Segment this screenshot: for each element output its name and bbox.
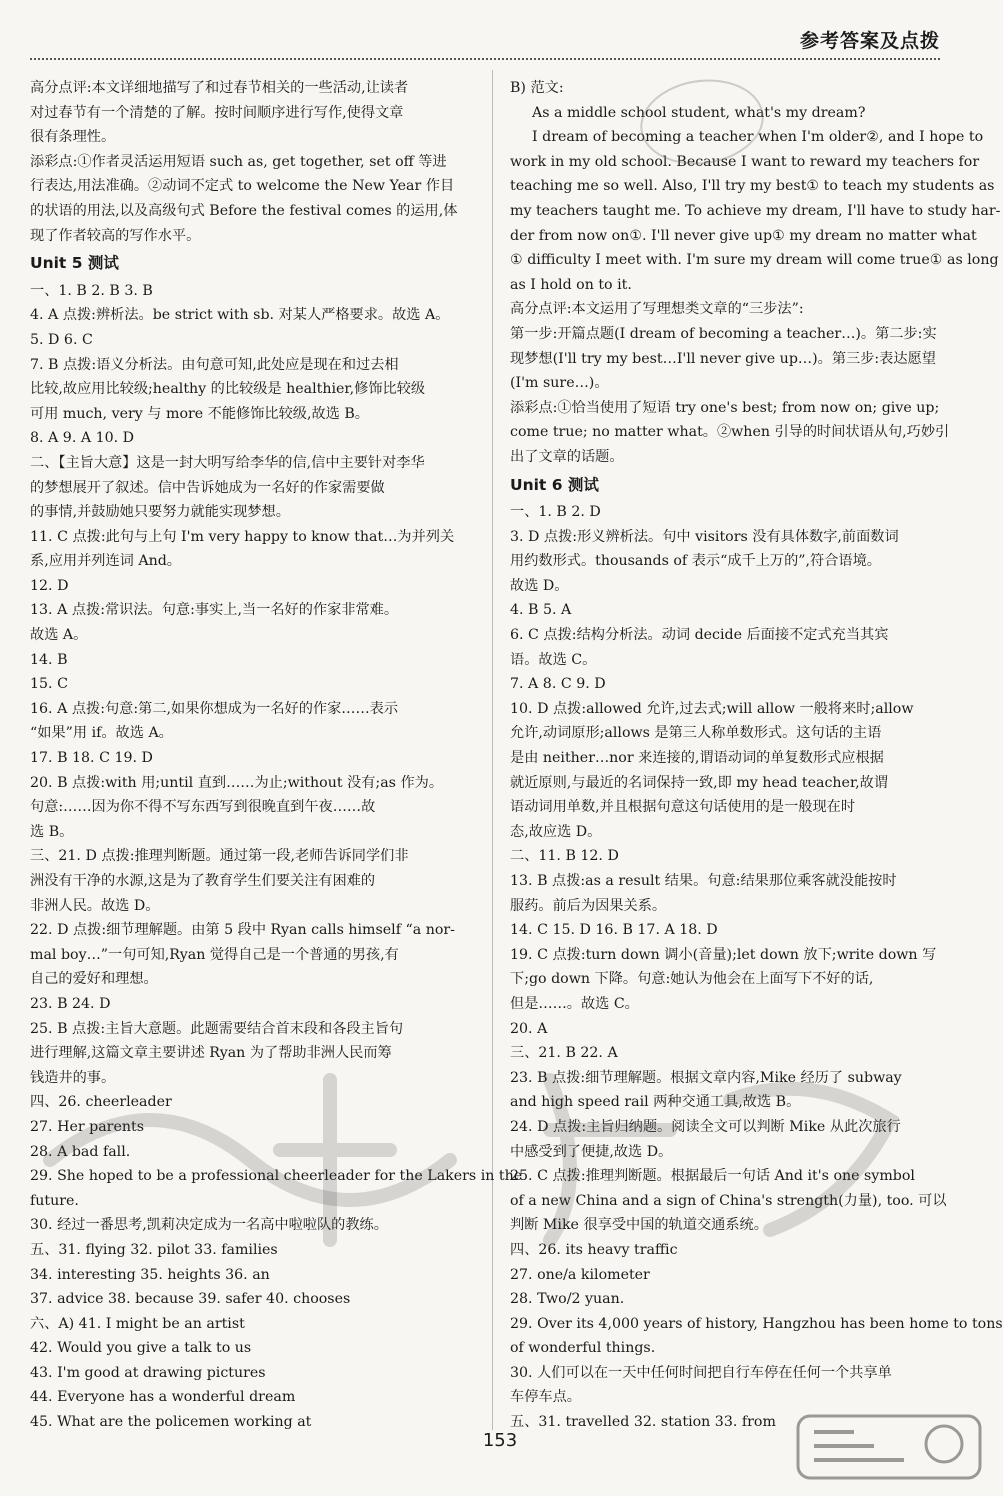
text-line: 但是……。故选 C。 [510,995,639,1012]
text-line: 三、21. D 点拨:推理判断题。通过第一段,老师告诉同学们非 [30,848,409,865]
header-divider [30,58,940,60]
column-divider [492,70,493,1430]
text-line: 故选 A。 [30,627,88,644]
text-line: of a new China and a sign of China's strength(力量), too. 可以 [510,1192,947,1209]
text-line: 语动词用单数,并且根据句意这句话使用的是一般现在时 [510,799,856,816]
text-line: 的事情,并鼓励她只要努力就能实现梦想。 [30,504,290,521]
text-line: 19. C 点拨:turn down 调小(音量);let down 放下;write down 写 [510,946,937,963]
text-line: 行表达,用法准确。②动词不定式 to welcome the New Year 作目 [30,178,455,195]
text-line: 14. B [30,651,68,668]
text-line: 出了文章的话题。 [510,448,624,465]
text-line: future. [30,1192,79,1209]
left-column [30,76,523,1435]
text-line: 是由 neither…nor 来连接的,谓语动词的单复数形式应根据 [510,750,884,767]
text-line: 可用 much, very 与 more 不能修饰比较级,故选 B。 [30,405,369,422]
text-line: 12. D [30,577,69,594]
text-line: 27. one/a kilometer [510,1266,650,1283]
text-line: 13. A 点拨:常识法。句意:事实上,当一名好的作家非常难。 [30,602,399,619]
header-title: 参考答案及点拨 [799,30,940,52]
text-line: mal boy…”一句可知,Ryan 觉得自己是一个普通的男孩,有 [30,946,399,963]
text-line: “如果”用 if。故选 A。 [30,725,173,742]
text-line: 25. C 点拨:推理判断题。根据最后一句话 And it's one symbol [510,1168,915,1185]
text-line: 现梦想(I'll try my best…I'll never give up…)。第三步:表达愿望 [510,350,936,367]
text-line: 车停车点。 [510,1389,581,1406]
text-line: 自己的爱好和理想。 [30,971,158,988]
text-line: 28. Two/2 yuan. [510,1291,625,1308]
text-line: 五、31. flying 32. pilot 33. families [30,1241,278,1258]
text-line: of wonderful things. [510,1340,656,1357]
text-line: 添彩点:①恰当使用了短语 try one's best; from now on; give up; [510,399,940,416]
text-line: 7. B 点拨:语义分析法。由句意可知,此处应是现在和过去相 [30,356,399,373]
text-line: 30. 人们可以在一天中任何时间把自行车停在任何一个共享单 [510,1364,892,1381]
text-line: 4. B 5. A [510,602,572,619]
text-line: 的梦想展开了叙述。信中告诉她成为一名好的作家需要做 [30,479,385,496]
unit-heading: Unit 6 测试 [510,475,599,494]
text-line: 4. A 点拨:辨析法。be strict with sb. 对某人严格要求。故选 A。 [30,307,450,324]
text-line: 高分点评:本文运用了写理想类文章的“三步法”: [510,301,804,318]
text-line: 44. Everyone has a wonderful dream [30,1389,296,1406]
text-line: 29. Over its 4,000 years of history, Hangzhou has been home to tons [510,1315,1003,1332]
text-line: 7. A 8. C 9. D [510,676,606,693]
text-line: 37. advice 38. because 39. safer 40. chooses [30,1291,351,1308]
text-line: As a middle school student, what's my dream? [532,104,866,121]
text-line: 29. She hoped to be a professional cheerleader for the Lakers in the [30,1168,523,1185]
text-line: 45. What are the policemen working at [30,1414,312,1431]
text-line: 一、1. B 2. B 3. B [30,282,153,299]
unit-heading: Unit 5 测试 [30,254,119,273]
text-line: 句意:……因为你不得不写东西写到很晚直到午夜……故 [30,799,376,816]
text-line: 进行理解,这篇文章主要讲述 Ryan 为了帮助非洲人民而筹 [30,1045,392,1062]
text-line: 25. B 点拨:主旨大意题。此题需要结合首末段和各段主旨句 [30,1020,404,1037]
text-line: 28. A bad fall. [30,1143,131,1160]
text-line: 态,故应选 D。 [510,823,602,840]
text-line: as I hold on to it. [510,276,632,293]
text-line: 15. C [30,676,68,693]
text-line: 高分点评:本文详细地描写了和过春节相关的一些活动,让读者 [30,80,409,96]
text-line: 服药。前后为因果关系。 [510,897,667,914]
text-line: 选 B。 [30,823,74,840]
text-line: 故选 D。 [510,577,569,594]
text-line: 23. B 24. D [30,995,111,1012]
text-line: 43. I'm good at drawing pictures [30,1364,266,1381]
text-line: 洲没有干净的水源,这是为了教育学生们要关注有困难的 [30,873,376,889]
text-line: 五、31. travelled 32. station 33. from [510,1414,776,1431]
text-line: 下;go down 下降。句意:她认为他会在上面写下不好的话, [510,971,874,988]
text-line: 语。故选 C。 [510,651,597,668]
text-line: come true; no matter what。②when 引导的时间状语从句,巧妙引 [510,424,950,441]
text-line: 判断 Mike 很享受中国的轨道交通系统。 [510,1217,768,1234]
text-line: 10. D 点拨:allowed 允许,过去式;will allow 一般将来时;allow [510,700,914,717]
text-line: 系,应用并列连词 And。 [30,553,181,570]
text-line: my teachers taught me. To achieve my dream, I'll have to study har- [510,202,1001,219]
text-line: 20. B 点拨:with 用;until 直到……为止;without 没有;as 作为。 [30,774,444,791]
text-line: work in my old school. Because I want to reward my teachers for [510,153,980,170]
text-line: 8. A 9. A 10. D [30,430,135,447]
text-line: B) 范文: [510,80,564,96]
text-line: 中感受到了便捷,故选 D。 [510,1143,673,1160]
text-line: 三、21. B 22. A [510,1045,618,1062]
text-line: 30. 经过一番思考,凯莉决定成为一名高中啦啦队的教练。 [30,1217,388,1234]
text-line: 23. B 点拨:细节理解题。根据文章内容,Mike 经历了 subway [510,1069,902,1086]
text-line: 27. Her parents [30,1118,144,1135]
page-number: 153 [482,1430,518,1451]
text-line: der from now on①. I'll never give up① my dream no matter what [510,227,977,244]
text-line: 添彩点:①作者灵活运用短语 such as, get together, set off 等进 [30,153,447,170]
text-line: 22. D 点拨:细节理解题。由第 5 段中 Ryan calls himself “a nor- [30,922,455,939]
text-line: 34. interesting 35. heights 36. an [30,1266,270,1283]
text-line: 一、1. B 2. D [510,504,601,521]
text-line: 17. B 18. C 19. D [30,750,153,767]
text-line: 非洲人民。故选 D。 [30,897,160,914]
text-line: 16. A 点拨:句意:第二,如果你想成为一名好的作家……表示 [30,700,399,717]
text-line: 第一步:开篇点题(I dream of becoming a teacher…)。第二步:实 [510,325,937,342]
text-line: (I'm sure…)。 [510,375,609,392]
text-line: 3. D 点拨:形义辨析法。句中 visitors 没有具体数字,前面数词 [510,528,899,545]
text-line: 允许,动词原形;allows 是第三人称单数形式。这句话的主语 [510,725,882,742]
text-line: 13. B 点拨:as a result 结果。句意:结果那位乘客就没能按时 [510,873,897,889]
text-line: and high speed rail 两种交通工具,故选 B。 [510,1094,801,1111]
text-line: 四、26. its heavy traffic [510,1241,678,1258]
text-line: 六、A) 41. I might be an artist [30,1315,245,1332]
text-line: 用约数形式。thousands of 表示“成千上万的”,符合语境。 [510,553,881,570]
text-line: 就近原则,与最近的名词保持一致,即 my head teacher,故谓 [510,774,889,791]
text-line: 比较,故应用比较级;healthy 的比较级是 healthier,修饰比较级 [30,381,426,398]
text-line: 6. C 点拨:结构分析法。动词 decide 后面接不定式充当其宾 [510,627,889,644]
text-line: 20. A [510,1020,548,1037]
text-line: 二、11. B 12. D [510,848,619,865]
text-line: 24. D 点拨:主旨归纳题。阅读全文可以判断 Mike 从此次旅行 [510,1118,901,1135]
text-line: 11. C 点拨:此句与上句 I'm very happy to know that…为并列关 [30,528,455,545]
text-line: 四、26. cheerleader [30,1094,172,1111]
text-line: ① difficulty I meet with. I'm sure my dream will come true① as long [510,252,999,269]
text-line: 14. C 15. D 16. B 17. A 18. D [510,922,718,939]
text-line: 二、【主旨大意】这是一封大明写给李华的信,信中主要针对李华 [30,454,425,471]
right-column [510,76,1003,1435]
text-line: 很有条理性。 [30,129,116,146]
text-line: 对过春节有一个清楚的了解。按时间顺序进行写作,使得文章 [30,104,404,121]
text-line: I dream of becoming a teacher when I'm older②, and I hope to [532,129,984,146]
text-line: 现了作者较高的写作水平。 [30,227,201,244]
text-line: 钱造井的事。 [30,1069,116,1086]
text-line: 的状语的用法,以及高级句式 Before the festival comes 的运用,体 [30,202,458,219]
text-line: 5. D 6. C [30,331,93,348]
text-line: teaching me so well. Also, I'll try my best① to teach my students as [510,178,995,195]
text-line: 42. Would you give a talk to us [30,1340,252,1357]
